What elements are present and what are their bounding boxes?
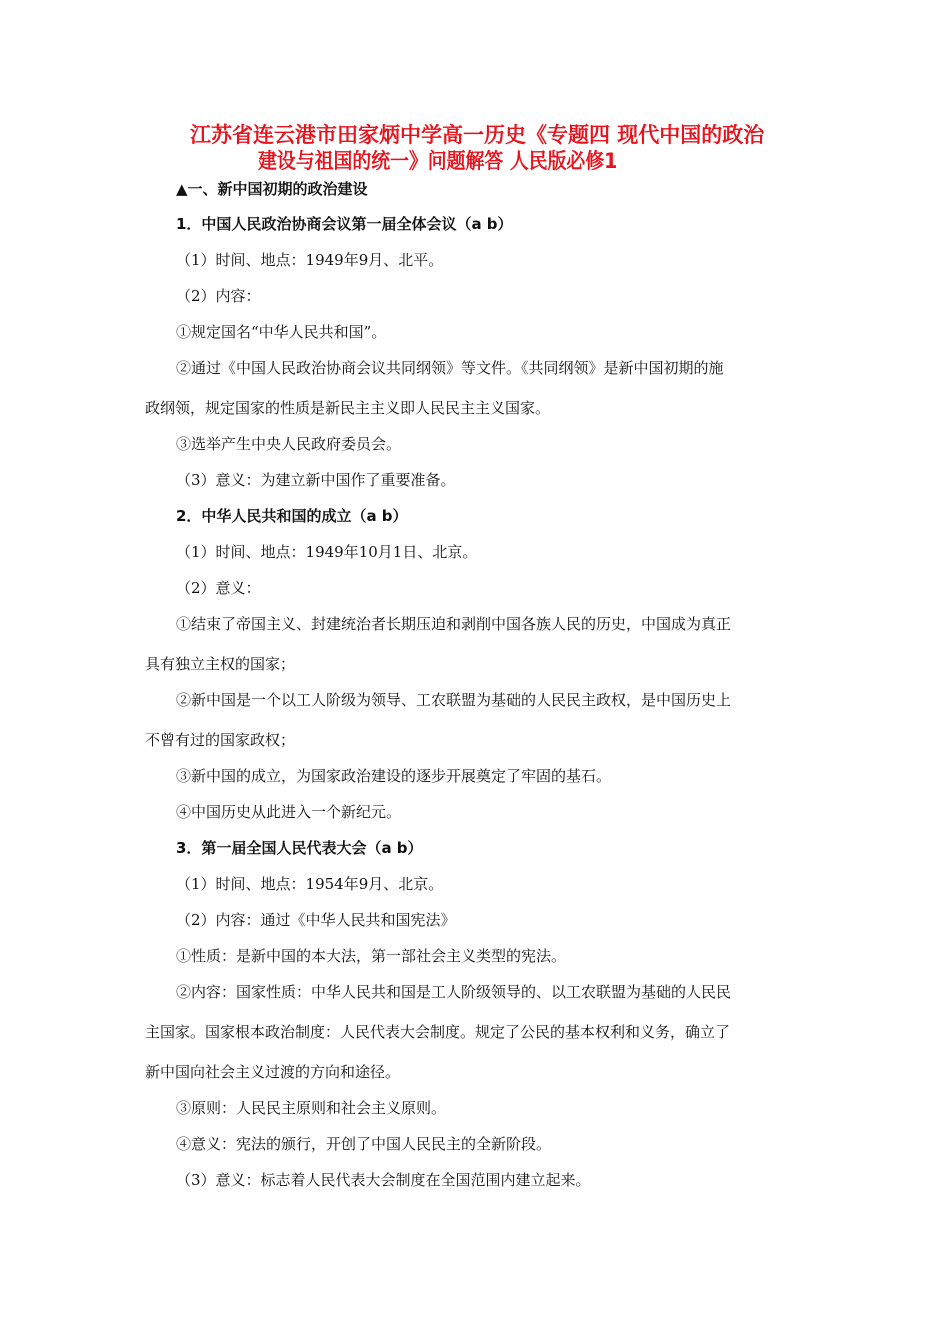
item3-point-3: ③原则：人民民主原则和社会主义原则。: [176, 1099, 447, 1117]
section-heading: ▲一、新中国初期的政治建设: [176, 180, 368, 198]
item2-significance-2-line-1: ②新中国是一个以工人阶级为领导、工农联盟为基础的人民民主政权，是中国历史上: [176, 691, 732, 709]
item2-significance-4: ④中国历史从此进入一个新纪元。: [176, 803, 402, 821]
item3-point-2-line-2: 主国家。国家根本政治制度：人民代表大会制度。规定了公民的基本权利和义务，确立了: [145, 1023, 731, 1041]
item3-heading: 3．第一届全国人民代表大会（a b）: [176, 839, 423, 857]
item3-point-2-line-1: ②内容：国家性质：中华人民共和国是工人阶级领导的、以工农联盟为基础的人民民: [176, 983, 732, 1001]
item1-heading: 1．中国人民政治协商会议第一届全体会议（a b）: [176, 215, 513, 233]
document-title-line-1: 江苏省连云港市田家炳中学高一历史《专题四 现代中国的政治: [190, 123, 765, 147]
item3-point-4: ④意义：宪法的颁行，开创了中国人民民主的全新阶段。: [176, 1135, 552, 1153]
item3-point-2-line-3: 新中国向社会主义过渡的方向和途径。: [145, 1063, 401, 1081]
item3-time-place: （1）时间、地点：1954年9月、北京。: [176, 875, 444, 893]
item3-point-1: ①性质：是新中国的本大法，第一部社会主义类型的宪法。: [176, 947, 567, 965]
item1-content-3: ③选举产生中央人民政府委员会。: [176, 435, 402, 453]
item1-time-place: （1）时间、地点：1949年9月、北平。: [176, 251, 444, 269]
item2-significance-1-line-2: 具有独立主权的国家；: [145, 655, 296, 673]
item2-heading: 2．中华人民共和国的成立（a b）: [176, 507, 408, 525]
item1-content-label: （2）内容：: [176, 287, 261, 305]
item1-content-2-line-2: 政纲领，规定国家的性质是新民主主义即人民民主主义国家。: [145, 399, 551, 417]
item2-significance-3: ③新中国的成立，为国家政治建设的逐步开展奠定了牢固的基石。: [176, 767, 612, 785]
item2-time-place: （1）时间、地点：1949年10月1日、北京。: [176, 543, 478, 561]
item2-significance-1-line-1: ①结束了帝国主义、封建统治者长期压迫和剥削中国各族人民的历史，中国成为真正: [176, 615, 732, 633]
item3-content: （2）内容：通过《中华人民共和国宪法》: [176, 911, 456, 929]
item1-significance: （3）意义：为建立新中国作了重要准备。: [176, 471, 456, 489]
item1-content-2-line-1: ②通过《中国人民政治协商会议共同纲领》等文件。《共同纲领》是新中国初期的施: [176, 359, 724, 377]
item2-significance-2-line-2: 不曾有过的国家政权；: [145, 731, 296, 749]
item3-significance: （3）意义：标志着人民代表大会制度在全国范围内建立起来。: [176, 1171, 591, 1189]
item1-content-1: ①规定国名“中华人民共和国”。: [176, 323, 387, 341]
document-title-line-2: 建设与祖国的统一》问题解答 人民版必修1: [258, 149, 618, 173]
item2-significance-label: （2）意义：: [176, 579, 261, 597]
